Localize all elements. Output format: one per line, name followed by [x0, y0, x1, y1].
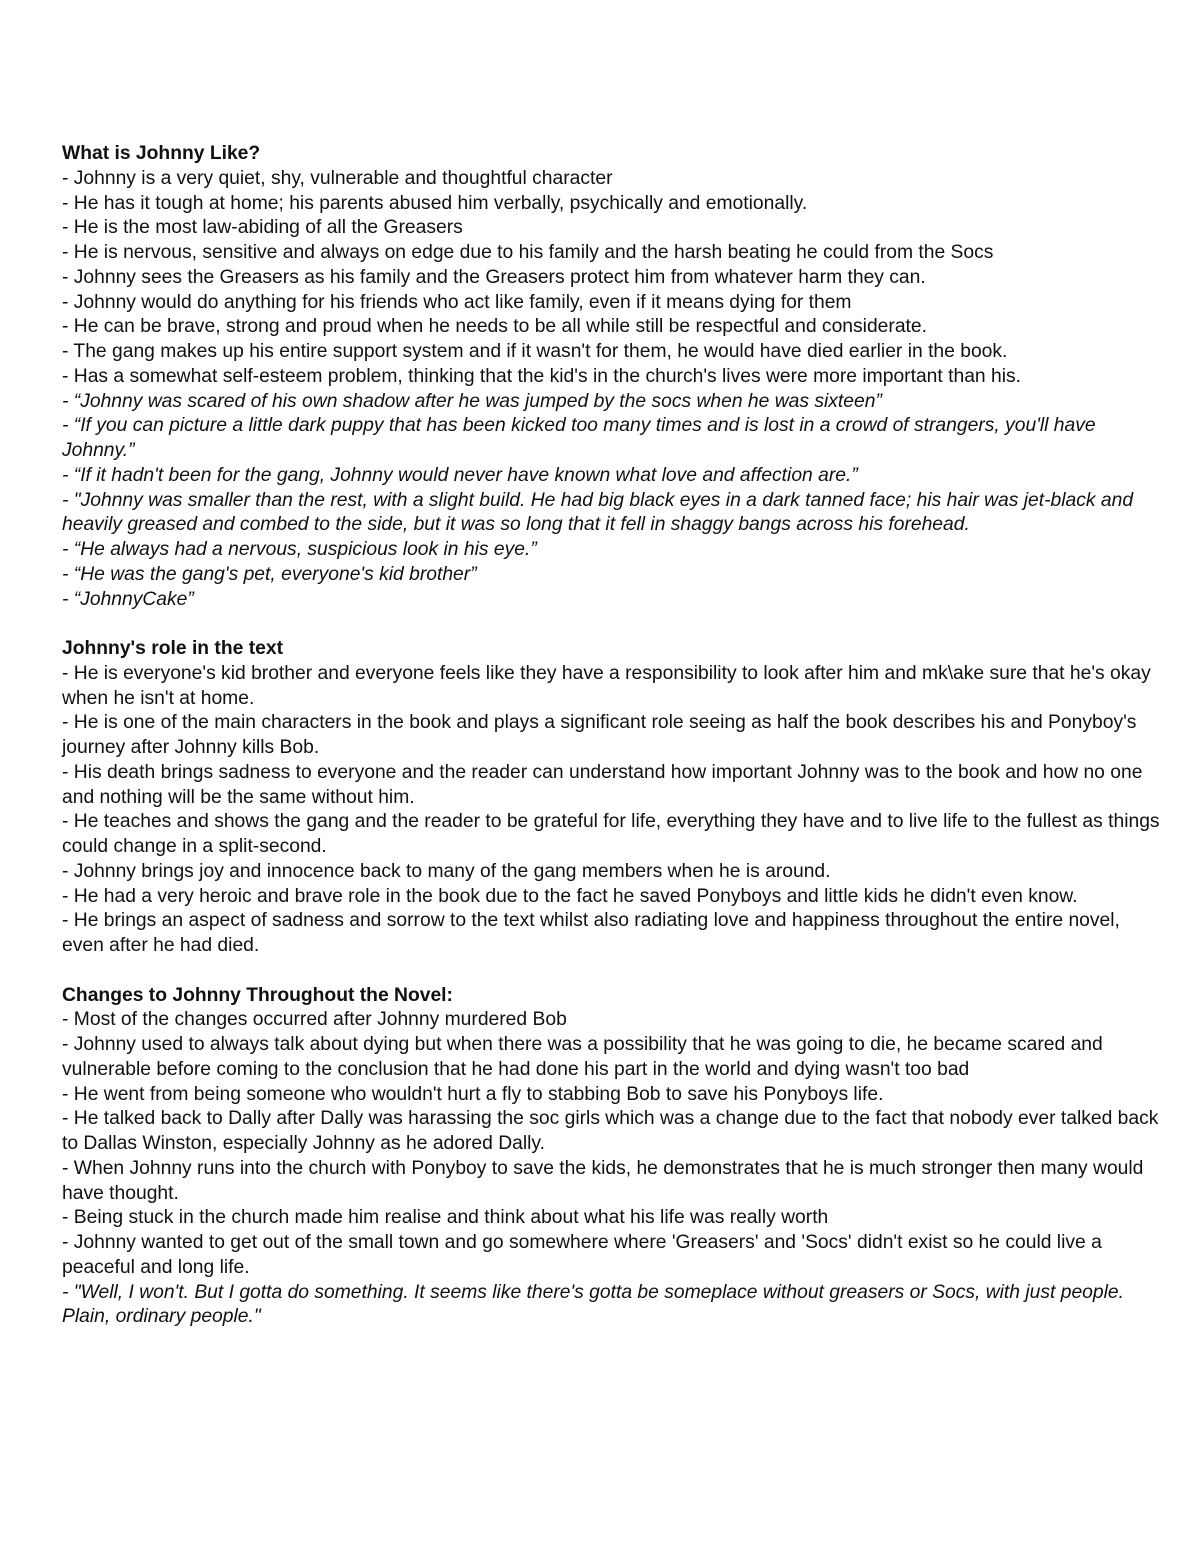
item-list [62, 167, 1162, 613]
bullet-item: - He went from being someone who wouldn't hurt a fly to stabbing Bob to save his Ponyboys life. [62, 1083, 884, 1105]
section-heading: Changes to Johnny Throughout the Novel: [62, 984, 453, 1006]
bullet-item: - When Johnny runs into the church with Ponyboy to save the kids, he demonstrates that he is much stronger then many would have thought. [62, 1157, 1149, 1204]
bullet-item: - Being stuck in the church made him realise and think about what his life was really worth [62, 1207, 829, 1229]
quote-item: - “He was the gang's pet, everyone's kid brother” [62, 563, 477, 585]
quote-item: - “JohnnyCake” [62, 588, 194, 610]
bullet-item: - He talked back to Dally after Dally was harassing the soc girls which was a change due to the fact that nobody ever talked back to Dallas Winston, especially Johnny as he adored Dally. [62, 1108, 1164, 1154]
section-heading: What is Johnny Like? [62, 143, 261, 164]
bullet-item: - His death brings sadness to everyone and the reader can understand how important Johnny was to the book and how no one and nothing will be the same without him. [62, 761, 1148, 808]
bullet-item: - He is everyone's kid brother and everyone feels like they have a responsibility to look after him and mk\ake sure that he's okay when he isn't at home. [62, 662, 1157, 709]
quote-item: - "Well, I won't. But I gotta do something. It seems like there's gotta be someplace without greasers or Socs, with just people. Plain, ordinary people." [62, 1281, 1130, 1328]
document-page [62, 142, 1165, 1330]
bullet-item: - Johnny sees the Greasers as his family and the Greasers protect him from whatever harm they can. [62, 266, 926, 288]
bullet-item: - He is the most law-abiding of all the Greasers [62, 217, 463, 239]
item-list [62, 662, 1165, 959]
bullet-item: - Johnny is a very quiet, shy, vulnerable and thoughtful character [62, 167, 613, 189]
bullet-item: - He brings an aspect of sadness and sorrow to the text whilst also radiating love and happiness throughout the entire novel, even after he had died. [62, 910, 1126, 956]
bullet-item: - Johnny brings joy and innocence back to many of the gang members when he is around. [62, 860, 831, 882]
quote-item: - “He always had a nervous, suspicious look in his eye.” [62, 539, 537, 560]
bullet-item: - He had a very heroic and brave role in the book due to the fact he saved Ponyboys and little kids he didn't even know. [62, 885, 1078, 907]
bullet-item: - He is nervous, sensitive and always on edge due to his family and the harsh beating he could from the Socs [62, 242, 994, 263]
section-what-is-johnny-like [62, 142, 1162, 612]
bullet-item: - He can be brave, strong and proud when he needs to be all while still be respectful and considerate. [62, 316, 927, 338]
section-changes-to-johnny [62, 984, 1162, 1331]
bullet-item: - Johnny would do anything for his friends who act like family, even if it means dying for them [62, 291, 852, 313]
quote-item: - “If it hadn't been for the gang, Johnny would never have known what love and affection are.” [62, 464, 858, 486]
bullet-item: - Has a somewhat self-esteem problem, thinking that the kid's in the church's lives were more important than his. [62, 365, 1021, 387]
bullet-item: - He is one of the main characters in the book and plays a significant role seeing as half the book describes his and Ponyboy's journey after Johnny kills Bob. [62, 712, 1142, 758]
bullet-item: - Johnny wanted to get out of the small town and go somewhere where 'Greasers' and 'Socs' didn't exist so he could live a peaceful and long life. [62, 1232, 1108, 1278]
bullet-item: - The gang makes up his entire support system and if it wasn't for them, he would have died earlier in the book. [62, 341, 1008, 362]
section-heading: Johnny's role in the text [62, 638, 284, 659]
bullet-item: - Most of the changes occurred after Johnny murdered Bob [62, 1009, 567, 1031]
section-johnnys-role [62, 637, 1165, 959]
item-list [62, 1008, 1162, 1330]
quote-item: - "Johnny was smaller than the rest, with a slight build. He had big black eyes in a dark tanned face; his hair was jet-black and heavily greased and combed to the side, but it was so long that it fell in shaggy bangs across his forehead. [62, 489, 1139, 536]
bullet-item: - He teaches and shows the gang and the reader to be grateful for life, everything they have and to live life to the fullest as things could change in a split-second. [62, 811, 1165, 857]
quote-item: - “Johnny was scared of his own shadow after he was jumped by the socs when he was sixteen” [62, 390, 882, 412]
bullet-item: - Johnny used to always talk about dying but when there was a possibility that he was going to die, he became scared and vulnerable before coming to the conclusion that he had done his part in the world and dying wasn't too bad [62, 1034, 1109, 1080]
bullet-item: - He has it tough at home; his parents abused him verbally, psychically and emotionally. [62, 192, 808, 214]
quote-item: - “If you can picture a little dark puppy that has been kicked too many times and is lost in a crowd of strangers, you'll have Johnny.” [62, 415, 1101, 461]
